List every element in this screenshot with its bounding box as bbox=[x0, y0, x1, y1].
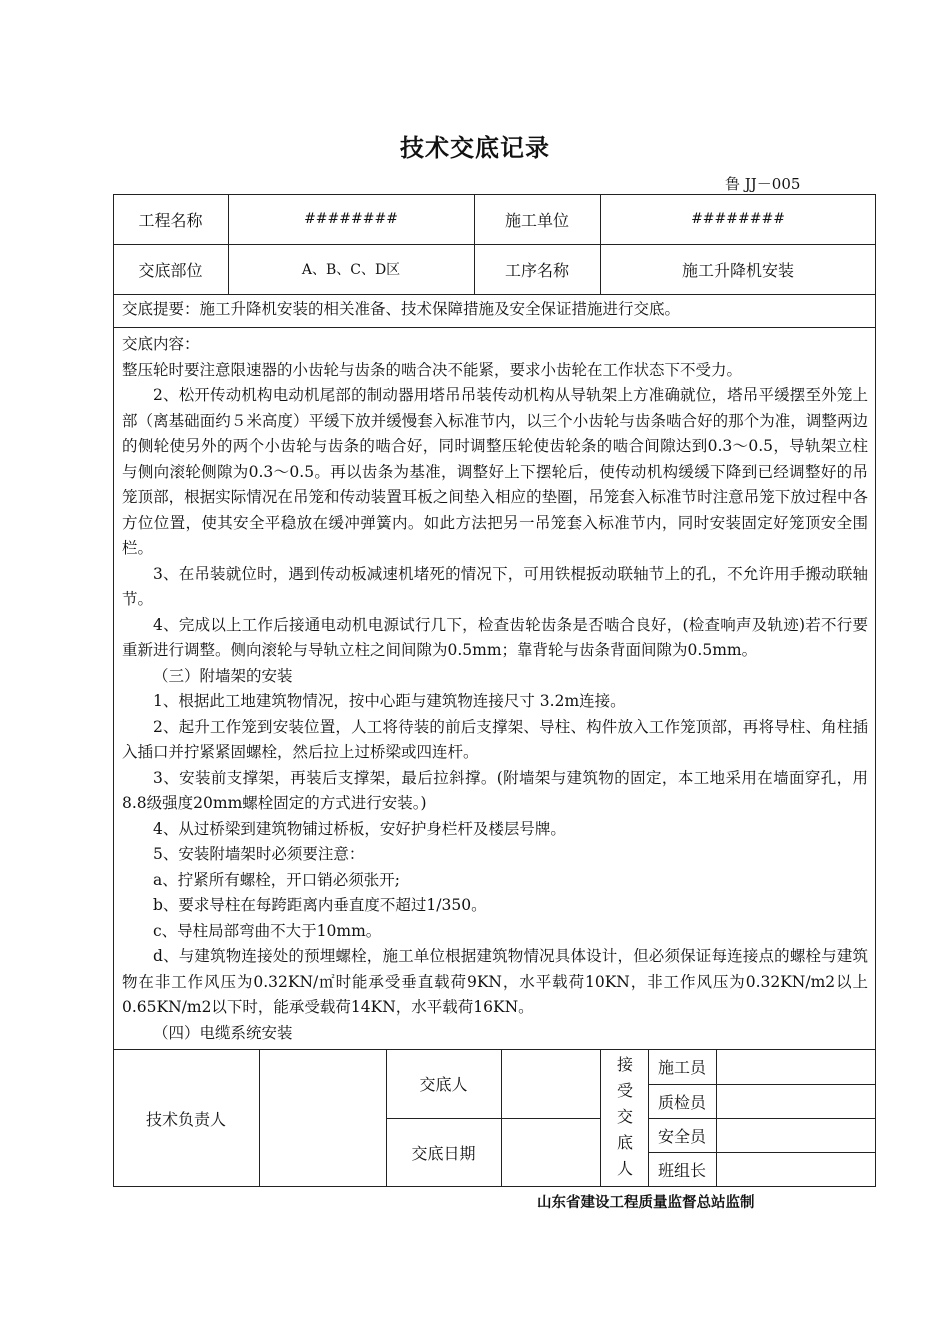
content-paragraph: a、拧紧所有螺栓，开口销必须张开; bbox=[153, 870, 400, 889]
location-label: 交底部位 bbox=[138, 260, 203, 280]
content-paragraph: 2、起升工作笼到安装位置，人工将待装的前后支撑架、导柱、构件放入工作笼顶部，再将导柱、角柱插入插口并拧紧紧固螺栓，然后拉上过桥梁或四连杆。 bbox=[122, 717, 868, 761]
content-paragraph: 2、松开传动机构电动机尾部的制动器用塔吊吊装传动机构从导轨架上方准确就位，塔吊平缓摆至外笼上部（离基础面约５米高度）平缓下放并缓慢套入标准节内，以三个小齿轮与齿条啮合好的那个为准，调整两边的侧轮使另外的两个小齿轮与齿条的啮合好，同时调整压轮使齿轮条的啮合间隙达到0.3～0.5，导轨架立柱与侧向滚轮侧隙为0.3～0.5。再以齿条为基准，调整好上下摆轮后，使传动机构缓缓下降到已经调整好的吊笼顶部，根据实际情况在吊笼和传动装置耳板之间垫入相应的垫圈，吊笼套入标准节时注意吊笼下放过程中各方位位置，使其安全平稳放在缓冲弹簧内。如此方法把另一吊笼套入标准节内，同时安装固定好笼顶安全围栏。 bbox=[122, 386, 868, 557]
date-label: 交底日期 bbox=[411, 1144, 476, 1163]
footer-issuer: 山东省建设工程质量监督总站监制 bbox=[537, 1195, 755, 1211]
content-paragraph: 4、完成以上工作后接通电动机电源试行几下，检查齿轮齿条是否啮合良好，(检查响声及轨迹)若不行要重新进行调整。侧向滚轮与导轨立柱之间间隙为0.5mm；靠背轮与齿条背面间隙为0.5mm。 bbox=[122, 615, 868, 659]
content-paragraph: 3、在吊装就位时，遇到传动板减速机堵死的情况下，可用铁棍扳动联轴节上的孔，不允许用手搬动联轴节。 bbox=[122, 564, 868, 608]
content-paragraph: 5、安装附墙架时必须要注意： bbox=[153, 845, 365, 863]
content-paragraph: d、与建筑物连接处的预埋螺栓，施工单位根据建筑物情况具体设计，但必须保证每连接点的螺栓与建筑物在非工作风压为0.32KN/㎡时能承受垂直载荷9KN，水平载荷10KN，非工作风压为0.32KN/m2以上0.65KN/m2以下时，能承受载荷14KN，水平载荷16KN。 bbox=[122, 947, 868, 1016]
divider bbox=[716, 1049, 717, 1187]
section-heading: （四）电缆系统安装 bbox=[153, 1023, 293, 1042]
role-quality-inspector: 质检员 bbox=[657, 1092, 706, 1112]
disclosure-content bbox=[122, 332, 868, 1046]
section-heading: （三）附墙架的安装 bbox=[153, 666, 293, 685]
location-value: A、B、C、D区 bbox=[301, 262, 401, 278]
receiver-char: 接 bbox=[616, 1055, 633, 1074]
content-paragraph: 整压轮时要注意限速器的小齿轮与齿条的啮合决不能紧，要求小齿轮在工作状态下不受力。 bbox=[122, 360, 743, 379]
receiver-char: 人 bbox=[616, 1159, 633, 1178]
content-paragraph: 4、从过桥梁到建筑物铺过桥板，安好护身栏杆及楼层号牌。 bbox=[153, 819, 566, 838]
construction-unit-label: 施工单位 bbox=[504, 210, 569, 230]
content-paragraph: c、导柱局部弯曲不大于10mm。 bbox=[153, 921, 382, 940]
date-value bbox=[501, 1118, 600, 1187]
form-code: 鲁 JJ－005 bbox=[725, 175, 801, 193]
content-heading: 交底内容： bbox=[122, 335, 200, 353]
content-paragraph: b、要求导柱在每跨距离内垂直度不超过1/350。 bbox=[153, 896, 487, 914]
receiver-char: 底 bbox=[616, 1133, 633, 1152]
divider bbox=[113, 327, 876, 328]
disclosure-summary: 交底提要：施工升降机安装的相关准备、技术保障措施及安全保证措施进行交底。 bbox=[122, 300, 681, 318]
presenter-label: 交底人 bbox=[419, 1075, 468, 1094]
project-name-label: 工程名称 bbox=[138, 210, 203, 230]
receiver-label bbox=[603, 1052, 647, 1182]
process-value: 施工升降机安装 bbox=[681, 260, 794, 280]
tech-lead-label: 技术负责人 bbox=[145, 1109, 226, 1129]
content-paragraph: 1、根据此工地建筑物情况，按中心距与建筑物连接尺寸 3.2m连接。 bbox=[153, 692, 626, 710]
tech-lead-signature bbox=[259, 1049, 386, 1187]
role-team-leader: 班组长 bbox=[657, 1161, 706, 1180]
receiver-char: 受 bbox=[616, 1081, 633, 1100]
content-paragraph: 3、安装前支撑架，再装后支撑架，最后拉斜撑。(附墙架与建筑物的固定，本工地采用在墙面穿孔，用8.8级强度20mm螺栓固定的方式进行安装。) bbox=[122, 768, 868, 812]
divider bbox=[600, 1049, 601, 1187]
role-constructor: 施工员 bbox=[657, 1058, 706, 1077]
page-title: 技术交底记录 bbox=[400, 134, 550, 162]
role-safety-officer: 安全员 bbox=[657, 1126, 706, 1146]
construction-unit-value: ######## bbox=[691, 211, 785, 227]
presenter-signature bbox=[501, 1049, 600, 1118]
receiver-char: 交 bbox=[616, 1107, 633, 1126]
divider bbox=[113, 294, 876, 295]
project-name-value: ######## bbox=[304, 211, 398, 227]
process-label: 工序名称 bbox=[504, 260, 569, 280]
